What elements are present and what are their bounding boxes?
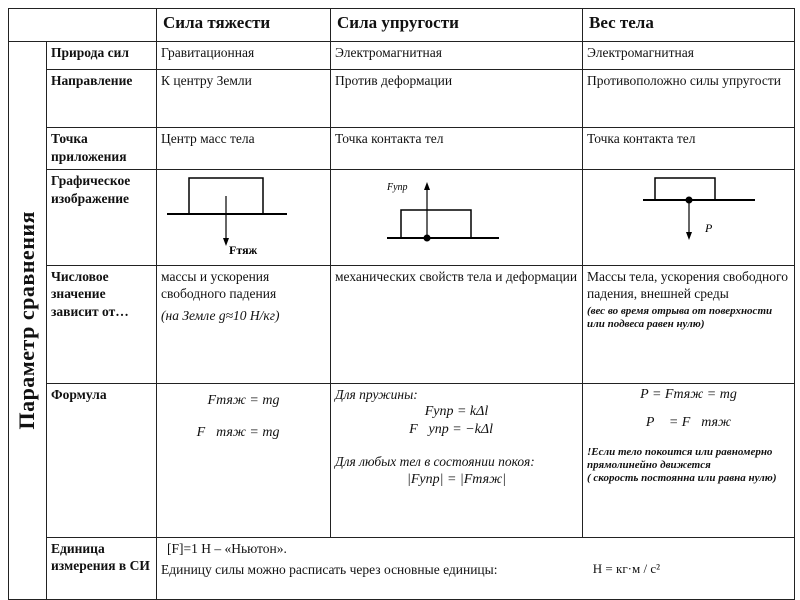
units-formula: Н = кг·м / с² — [592, 561, 660, 577]
text: (на Земле g≈10 Н/кг) — [161, 307, 280, 323]
header-gravity: Сила тяжести — [157, 9, 331, 42]
elastic-force-label: Fупр — [387, 182, 408, 193]
formula: Fупр = kΔl — [424, 404, 489, 420]
weight-force-label: P — [705, 221, 713, 235]
note: (вес во время отрыва от поверхности или подвеса равен нулю) — [587, 304, 773, 330]
cell — [331, 383, 583, 537]
cell: Электромагнитная — [331, 42, 583, 70]
text: Массы тела, ускорения свободного падения, внешней среды — [587, 268, 788, 302]
cell — [583, 265, 795, 383]
header-row — [9, 9, 795, 42]
header-weight: Вес тела — [583, 9, 795, 42]
cell-graphic-elastic — [331, 170, 583, 266]
row-label: Единица измерения в СИ — [47, 537, 157, 599]
formula: |Fупр| = |Fтяж| — [407, 472, 506, 488]
cell: Точка контакта тел — [583, 128, 795, 170]
cell: механических свойств тела и деформации — [331, 265, 583, 383]
weight-diagram — [583, 170, 793, 260]
text: Единицу силы можно расписать через основные единицы: — [161, 562, 498, 578]
cell: Гравитационная — [157, 42, 331, 70]
comparison-table — [8, 8, 795, 600]
row-graphic — [9, 170, 795, 266]
side-label-cell — [9, 42, 47, 600]
formula: P = Fтяж = mg — [640, 386, 737, 402]
row-point — [9, 128, 795, 170]
text: массы и ускорения свободного падения — [161, 268, 277, 302]
cell-units — [157, 537, 795, 599]
cell: Центр масс тела — [157, 128, 331, 170]
row-label: Числовое значение зависит от… — [47, 265, 157, 383]
row-direction — [9, 70, 795, 128]
header-elastic: Сила упругости — [331, 9, 583, 42]
cell-graphic-weight — [583, 170, 795, 266]
row-label: Точка приложения — [47, 128, 157, 170]
cell-graphic-gravity — [157, 170, 331, 266]
cell: Точка контакта тел — [331, 128, 583, 170]
text: Для пружины: — [335, 386, 418, 402]
cell: К центру Земли — [157, 70, 331, 128]
note: !Если тело покоится или равномерно прямолинейно движется — [587, 445, 773, 472]
row-label: Формула — [47, 383, 157, 537]
cell: Против деформации — [331, 70, 583, 128]
cell — [157, 383, 331, 537]
formula: F⃗упр = −kΔl⃗ — [409, 422, 504, 438]
gravity-force-label: Fтяж — [229, 243, 258, 257]
header-corner — [9, 9, 157, 42]
formula: F⃗тяж = mg⃗ — [196, 424, 291, 440]
row-units — [9, 537, 795, 599]
formula: Fтяж = mg — [207, 392, 280, 408]
text: Для любых тел в состоянии покоя: — [335, 454, 535, 470]
text: [F]=1 Н – «Ньютон». — [167, 540, 287, 556]
gravity-diagram — [157, 170, 329, 260]
cell: Противоположно силы упругости — [583, 70, 795, 128]
elastic-diagram — [331, 170, 581, 260]
formula: P⃗ = F⃗тяж — [645, 414, 732, 430]
row-label: Направление — [47, 70, 157, 128]
side-label: Параметр сравнения — [13, 211, 39, 430]
row-formula — [9, 383, 795, 537]
units-line — [161, 561, 790, 579]
row-nature — [9, 42, 795, 70]
cell — [583, 383, 795, 537]
row-label: Природа сил — [47, 42, 157, 70]
row-label: Графическое изображение — [47, 170, 157, 266]
note: ( скорость постоянна или равна нулю) — [587, 472, 777, 485]
row-numeric — [9, 265, 795, 383]
cell: Электромагнитная — [583, 42, 795, 70]
cell — [157, 265, 331, 383]
